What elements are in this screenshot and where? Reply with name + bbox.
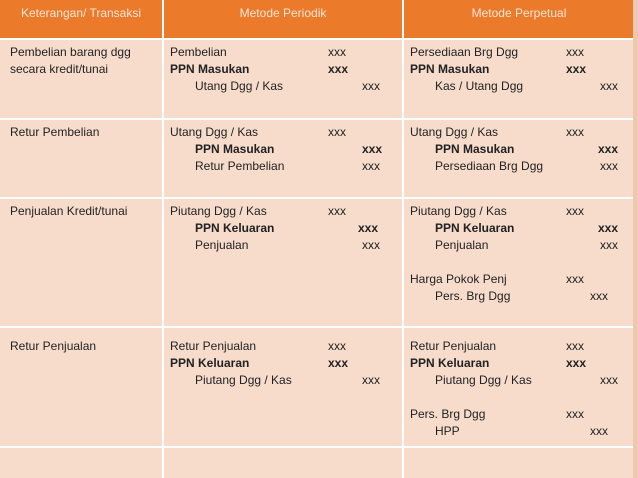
credit-amount: xxx bbox=[590, 289, 608, 303]
credit-amount: xxx bbox=[362, 159, 380, 173]
row-divider bbox=[0, 446, 638, 448]
debit-amount: xxx bbox=[566, 272, 584, 286]
debit-account: PPN Keluaran bbox=[410, 356, 490, 370]
debit-amount: xxx bbox=[328, 339, 346, 353]
label-line: Pembelian barang dgg bbox=[10, 45, 131, 59]
debit-account: Piutang Dgg / Kas bbox=[410, 204, 507, 218]
credit-amount: xxx bbox=[600, 159, 618, 173]
debit-amount: xxx bbox=[566, 45, 584, 59]
credit-account: Utang Dgg / Kas bbox=[195, 79, 284, 93]
credit-amount: xxx bbox=[362, 79, 380, 93]
credit-amount: xxx bbox=[600, 238, 618, 252]
debit-amount: xxx bbox=[328, 45, 346, 59]
debit-account: Persediaan Brg Dgg bbox=[410, 45, 519, 59]
credit-account: PPN Masukan bbox=[195, 142, 275, 156]
debit-account: Piutang Dgg / Kas bbox=[170, 204, 267, 218]
column-divider bbox=[162, 0, 164, 478]
debit-amount: xxx bbox=[566, 125, 584, 139]
credit-amount: xxx bbox=[600, 79, 618, 93]
header-perpetual: Metode Perpetual bbox=[471, 6, 567, 20]
debit-account: Retur Penjualan bbox=[170, 339, 257, 353]
label-line: Retur Penjualan bbox=[10, 339, 97, 353]
credit-account: PPN Keluaran bbox=[195, 221, 275, 235]
row-label-retur-pembelian bbox=[10, 124, 99, 141]
debit-account: Retur Penjualan bbox=[410, 339, 497, 353]
label-line: Penjualan Kredit/tunai bbox=[10, 204, 128, 218]
header-periodik: Metode Periodik bbox=[239, 6, 327, 20]
debit-account: PPN Keluaran bbox=[170, 356, 250, 370]
debit-amount: xxx bbox=[566, 407, 584, 421]
debit-account: Pembelian bbox=[170, 45, 227, 59]
credit-amount: xxx bbox=[358, 221, 379, 235]
debit-account: PPN Masukan bbox=[170, 62, 250, 76]
row-divider bbox=[0, 197, 638, 199]
credit-account: Piutang Dgg / Kas bbox=[435, 373, 532, 387]
debit-amount: xxx bbox=[328, 125, 346, 139]
credit-account: Penjualan bbox=[195, 238, 249, 252]
debit-amount: xxx bbox=[328, 204, 346, 218]
credit-amount: xxx bbox=[362, 238, 380, 252]
row-label-penjualan bbox=[10, 203, 127, 220]
credit-account: PPN Keluaran bbox=[435, 221, 515, 235]
periodik-entry-retur-penjualan bbox=[170, 338, 398, 389]
row-divider bbox=[0, 118, 638, 120]
credit-amount: xxx bbox=[598, 221, 619, 235]
debit-account: Pers. Brg Dgg bbox=[410, 407, 486, 421]
periodik-entry-pembelian bbox=[170, 44, 398, 95]
credit-amount: xxx bbox=[600, 373, 618, 387]
label-line: secara kredit/tunai bbox=[10, 62, 109, 76]
credit-account: HPP bbox=[435, 424, 460, 438]
perpetual-entry-retur-penjualan bbox=[410, 338, 632, 440]
credit-account: PPN Masukan bbox=[435, 142, 515, 156]
debit-amount: xxx bbox=[328, 62, 349, 76]
debit-account: Utang Dgg / Kas bbox=[410, 125, 499, 139]
periodik-entry-retur-pembelian bbox=[170, 124, 398, 175]
row-divider bbox=[0, 326, 638, 328]
debit-amount: xxx bbox=[566, 339, 584, 353]
credit-amount: xxx bbox=[362, 142, 383, 156]
credit-account: Pers. Brg Dgg bbox=[435, 289, 511, 303]
debit-account: Harga Pokok Penj bbox=[410, 272, 507, 286]
credit-amount: xxx bbox=[598, 142, 619, 156]
row-label-retur-penjualan bbox=[10, 338, 96, 355]
debit-amount: xxx bbox=[328, 356, 349, 370]
slide-edge bbox=[633, 0, 638, 478]
credit-amount: xxx bbox=[590, 424, 608, 438]
debit-amount: xxx bbox=[566, 204, 584, 218]
column-divider bbox=[402, 0, 404, 478]
row-label-pembelian bbox=[10, 44, 131, 78]
perpetual-entry-retur-pembelian bbox=[410, 124, 632, 175]
perpetual-entry-pembelian bbox=[410, 44, 632, 95]
debit-amount: xxx bbox=[566, 62, 587, 76]
row-divider bbox=[0, 38, 638, 40]
header-keterangan: Keterangan/ Transaksi bbox=[20, 6, 142, 20]
debit-account: Utang Dgg / Kas bbox=[170, 125, 259, 139]
credit-account: Retur Pembelian bbox=[195, 159, 285, 173]
label-line: Retur Pembelian bbox=[10, 125, 100, 139]
debit-amount: xxx bbox=[566, 356, 587, 370]
periodik-entry-penjualan bbox=[170, 203, 398, 254]
credit-account: Kas / Utang Dgg bbox=[435, 79, 524, 93]
credit-account: Persediaan Brg Dgg bbox=[435, 159, 544, 173]
credit-account: Piutang Dgg / Kas bbox=[195, 373, 292, 387]
credit-account: Penjualan bbox=[435, 238, 489, 252]
credit-amount: xxx bbox=[362, 373, 380, 387]
perpetual-entry-penjualan bbox=[410, 203, 632, 305]
debit-account: PPN Masukan bbox=[410, 62, 490, 76]
